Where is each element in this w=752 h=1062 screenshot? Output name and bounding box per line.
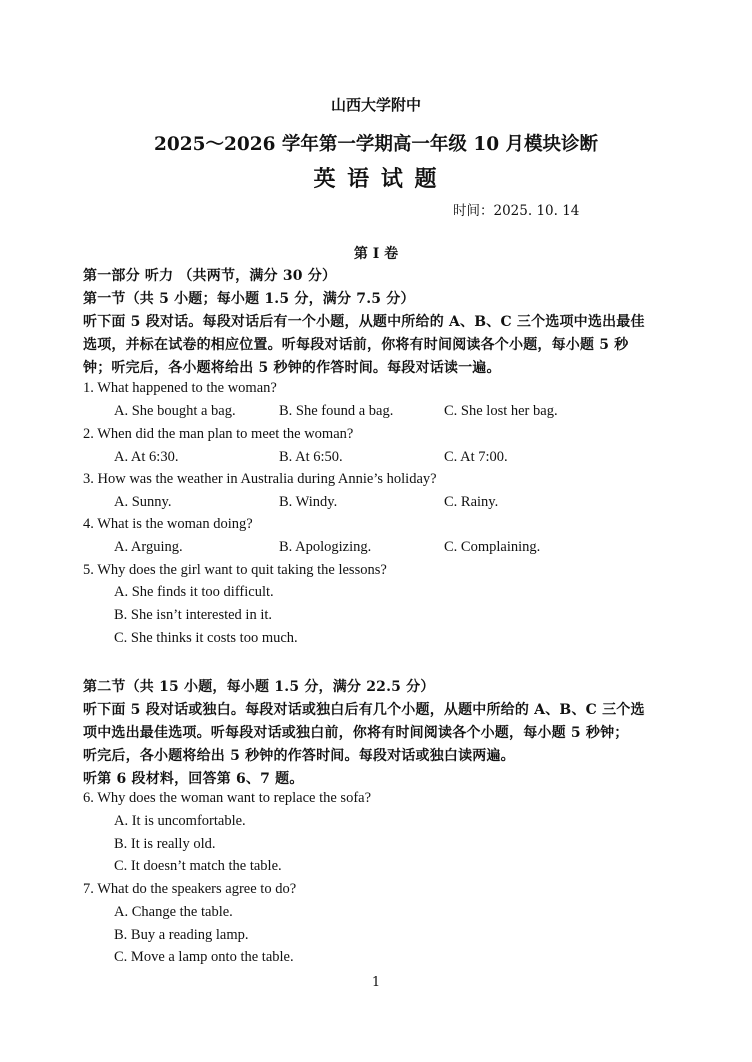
part1-title: 第一部分 听力 （共两节，满分 30 分）	[83, 268, 337, 284]
option-c: C. She lost her bag.	[444, 403, 558, 419]
question-stem: 2. When did the man plan to meet the woman?	[83, 426, 354, 442]
material-instruction: 听第 6 段材料，回答第 6、7 题。	[83, 771, 304, 787]
option-b: B. She isn’t interested in it.	[114, 607, 273, 623]
section2-instruction-line: 听下面 5 段对话或独白。每段对话或独白后有几个小题，从题中所给的 A、B、C 三个选	[83, 702, 645, 718]
section1-instruction-line: 选项，并标在试卷的相应位置。听每段对话前，你将有时间阅读各个小题，每小题 5 秒	[83, 337, 629, 353]
section1-title: 第一节（共 5 小题；每小题 1.5 分，满分 7.5 分）	[83, 291, 415, 307]
option-b: B. She found a bag.	[279, 403, 394, 419]
subject-title: 英 语 试 题	[313, 166, 439, 192]
question-stem: 1. What happened to the woman?	[83, 380, 277, 396]
option-b: B. Windy.	[279, 494, 338, 510]
section1-instruction-line: 钟；听完后，各小题将给出 5 秒钟的作答时间。每段对话读一遍。	[83, 360, 501, 376]
exam-title: 2025～2026 学年第一学期高一年级 10 月模块诊断	[153, 134, 599, 155]
option-a: A. Change the table.	[114, 904, 233, 920]
option-a: A. Arguing.	[114, 539, 183, 555]
section2-instruction-line: 项中选出最佳选项。听每段对话或独白前，你将有时间阅读各个小题，每小题 5 秒钟；	[83, 725, 629, 741]
question-stem: 4. What is the woman doing?	[83, 516, 253, 532]
option-b: B. Apologizing.	[279, 539, 372, 555]
question-stem: 6. Why does the woman want to replace the sofa?	[83, 790, 372, 806]
option-a: A. It is uncomfortable.	[114, 813, 246, 829]
section2-instruction-line: 听完后，各小题将给出 5 秒钟的作答时间。每段对话或独白读两遍。	[83, 748, 515, 764]
section2-title: 第二节（共 15 小题，每小题 1.5 分，满分 22.5 分）	[83, 679, 435, 695]
option-b: B. At 6:50.	[279, 449, 343, 465]
option-c: C. Rainy.	[444, 494, 499, 510]
option-c: C. Move a lamp onto the table.	[114, 949, 294, 965]
exam-date: 时间：2025. 10. 14	[453, 203, 580, 219]
question-stem: 3. How was the weather in Australia during Annie’s holiday?	[83, 471, 437, 487]
option-c: C. Complaining.	[444, 539, 541, 555]
question-stem: 5. Why does the girl want to quit taking the lessons?	[83, 562, 387, 578]
option-a: A. At 6:30.	[114, 449, 179, 465]
option-b: B. Buy a reading lamp.	[114, 927, 249, 943]
option-a: A. Sunny.	[114, 494, 172, 510]
option-a: A. She finds it too difficult.	[114, 584, 274, 600]
volume-title: 第 I 卷	[353, 246, 399, 262]
option-c: C. At 7:00.	[444, 449, 508, 465]
option-c: C. She thinks it costs too much.	[114, 630, 298, 646]
section1-instruction-line: 听下面 5 段对话。每段对话后有一个小题，从题中所给的 A、B、C 三个选项中选出最佳	[83, 314, 645, 330]
option-c: C. It doesn’t match the table.	[114, 858, 282, 874]
school-name: 山西大学附中	[330, 96, 421, 114]
option-b: B. It is really old.	[114, 836, 216, 852]
option-a: A. She bought a bag.	[114, 403, 236, 419]
question-stem: 7. What do the speakers agree to do?	[83, 881, 297, 897]
page-number: 1	[371, 975, 381, 990]
